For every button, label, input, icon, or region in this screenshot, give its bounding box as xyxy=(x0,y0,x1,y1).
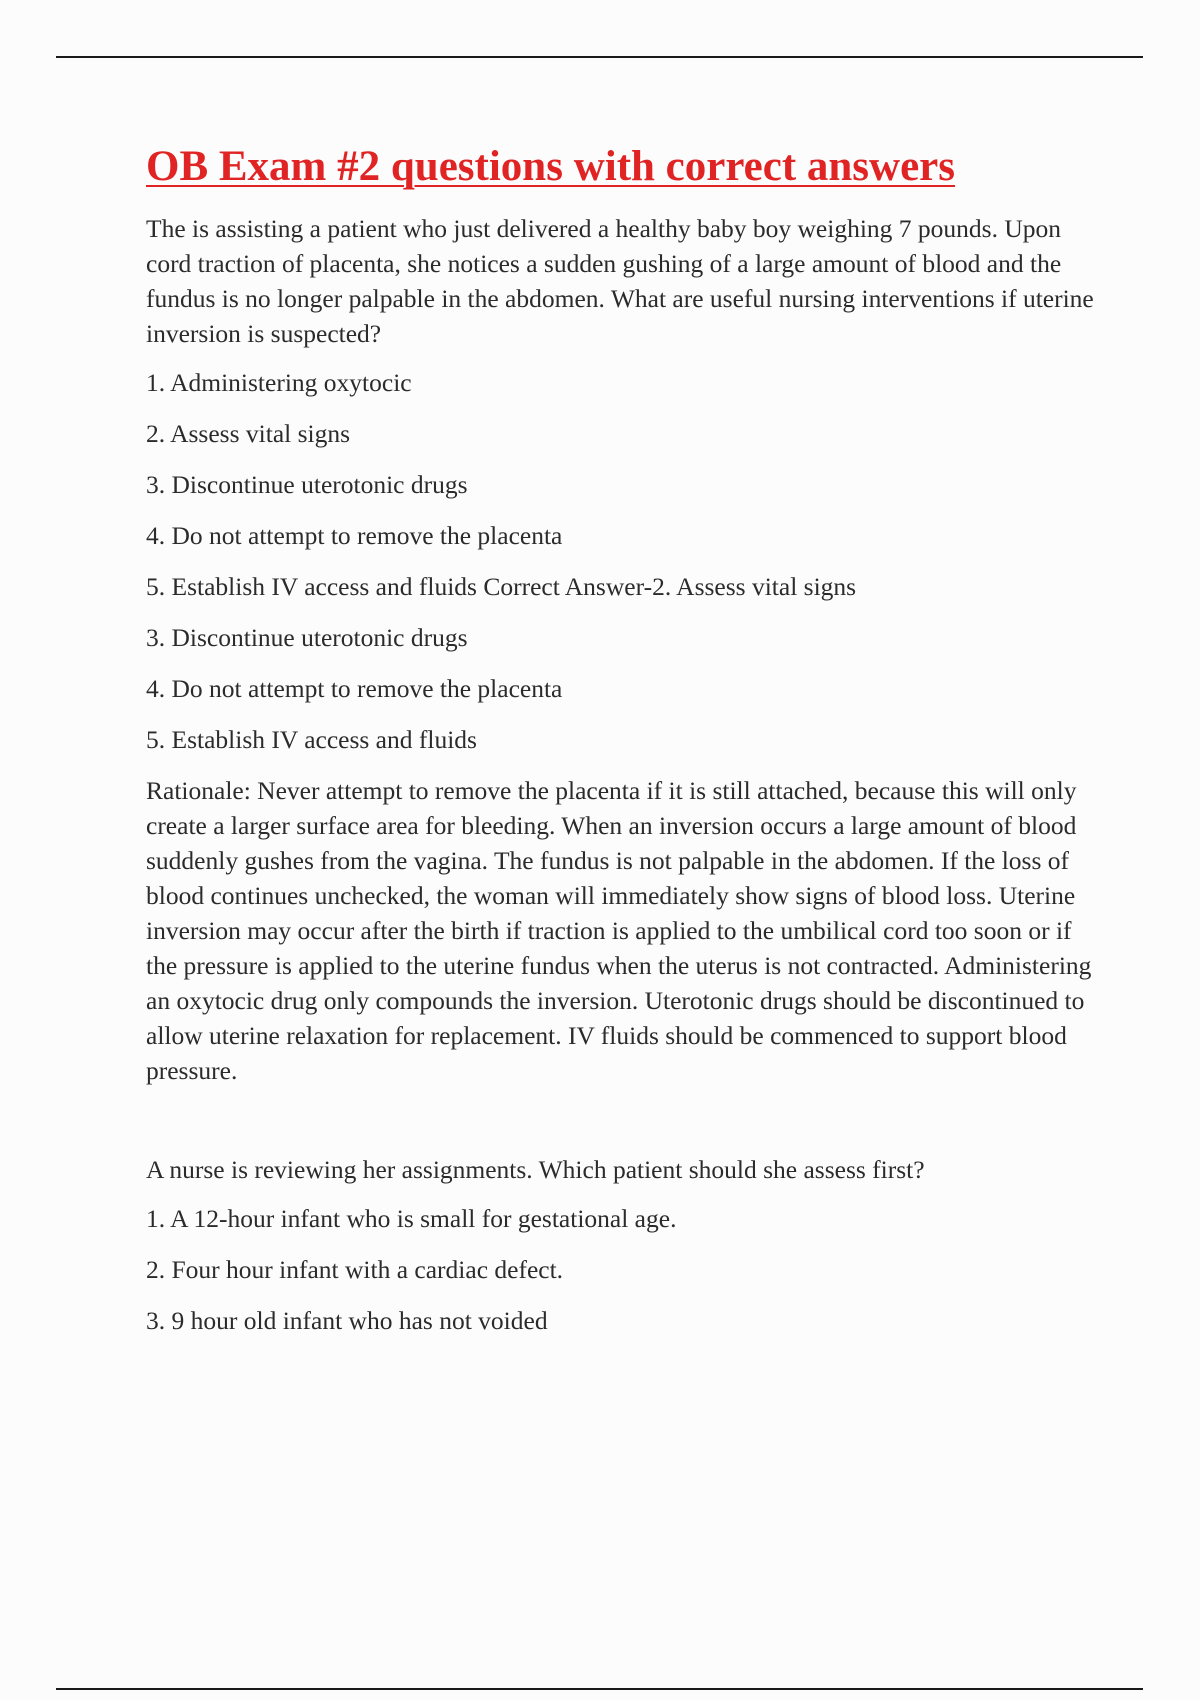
question-1-option: 5. Establish IV access and fluids Correct Answer-2. Assess vital signs xyxy=(146,572,857,602)
question-1-option: 4. Do not attempt to remove the placenta xyxy=(146,674,563,704)
section-spacer xyxy=(146,1102,1106,1152)
top-divider xyxy=(56,56,1143,58)
question-2-text: A nurse is reviewing her assignments. Which patient should she assess first? xyxy=(146,1155,925,1185)
question-1-rationale: Rationale: Never attempt to remove the placenta if it is still attached, because this will only create a larger surface area for bleeding. When an inversion occurs a large amount of blood suddenly gushes from the vagina. The fundus is not palpable in the abdomen. If the loss of blood continues unchecked, the woman will immediately show signs of blood loss. Uterine inversion may occur after the birth if traction is applied to the umbilical cord too soon or if the pressure is applied to the uterine fundus when the uterus is not contracted. Administering an oxytocic drug only compounds the inversion. Uterotonic drugs should be discontinued to allow uterine relaxation for replacement. IV fluids should be commenced to support blood pressure. xyxy=(146,776,1092,1086)
question-1-option: 3. Discontinue uterotonic drugs xyxy=(146,623,468,653)
question-1-text: The is assisting a patient who just delivered a healthy baby boy weighing 7 pounds. Upon cord traction of placenta, she notices a sudden gushing of a large amount of blood and the fundus is no longer palpable in the abdomen. What are useful nursing interventions if uterine inversion is suspected? xyxy=(146,214,1094,349)
question-1-option: 3. Discontinue uterotonic drugs xyxy=(146,470,468,500)
question-1-option: 4. Do not attempt to remove the placenta xyxy=(146,521,563,551)
bottom-divider xyxy=(56,1688,1143,1690)
question-1-option: 1. Administering oxytocic xyxy=(146,368,412,398)
question-2-option: 3. 9 hour old infant who has not voided xyxy=(146,1306,548,1336)
question-1 xyxy=(146,211,1106,1088)
document-body xyxy=(146,142,1106,1354)
document-title: OB Exam #2 questions with correct answers xyxy=(146,143,956,190)
question-1-option: 2. Assess vital signs xyxy=(146,419,351,449)
question-2 xyxy=(146,1152,1106,1338)
question-2-option: 1. A 12-hour infant who is small for gestational age. xyxy=(146,1204,677,1234)
question-2-option: 2. Four hour infant with a cardiac defect. xyxy=(146,1255,564,1285)
question-1-option: 5. Establish IV access and fluids xyxy=(146,725,477,755)
